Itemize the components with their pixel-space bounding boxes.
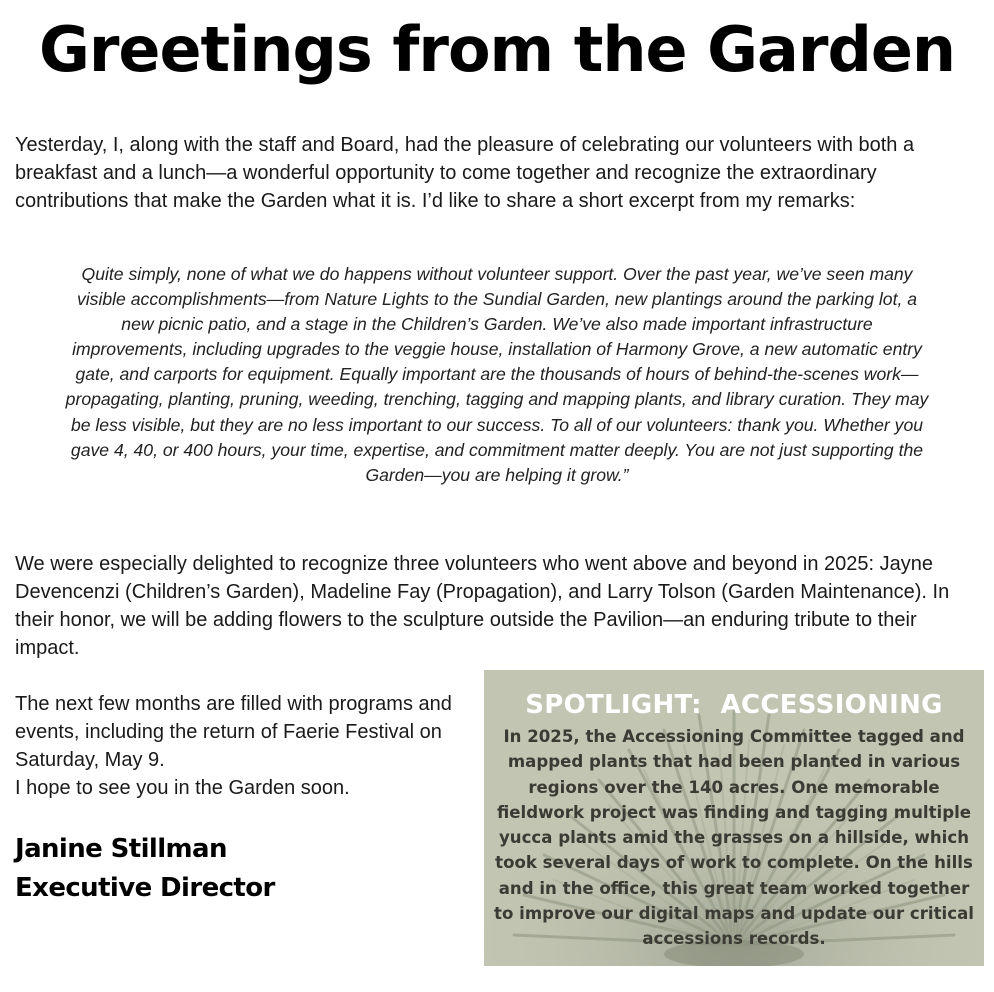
signature-block xyxy=(15,830,477,908)
intro-paragraph: Yesterday, I, along with the staff and Board, had the pleasure of celebrating our volunteers with both a breakfast and a lunch—a wonderful opportunity to come together and recognize the extraordinary contributions that make the Garden what it is. I’d like to share a short excerpt from my remarks: xyxy=(15,134,915,212)
events-text: The next few months are filled with programs and events, including the return of Faerie Festival on Saturday, May 9. xyxy=(15,693,452,771)
volunteer-recognition-paragraph: We were especially delighted to recognize three volunteers who went above and beyond in 2025: Jayne Devencenzi (Children’s Garden), Madeline Fay (Propagation), and Larry Tolson (Garden Maintenance). In their honor, we will be adding flowers to the sculpture outside the Pavilion—an enduring tribute to their impact. xyxy=(15,553,950,659)
signature-role: Executive Director xyxy=(15,873,275,903)
spotlight-box xyxy=(484,670,984,966)
spotlight-body: In 2025, the Accessioning Committee tagged and mapped plants that had been planted in various regions over the 140 acres. One memorable fieldwork project was finding and tagging multiple yucca plants amid the grasses on a hillside, which took several days of work to complete. On the hills and in the office, this great team worked together to improve our digital maps and update our critical accessions records. xyxy=(494,727,974,949)
page-title: Greetings from the Garden xyxy=(38,13,956,86)
spotlight-heading: SPOTLIGHT: ACCESSIONING xyxy=(525,690,943,720)
remarks-quote: Quite simply, none of what we do happens without volunteer support. Over the past year, we’ve seen many visible accomplishments—from Nature Lights to the Sundial Garden, new plantings around the parking lot, a new picnic patio, and a stage in the Children’s Garden. We’ve also made important infrastructure improvements, including upgrades to the veggie house, installation of Harmony Grove, a new automatic entry gate, and carports for equipment. Equally important are the thousands of hours of behind-the-scenes work—propagating, planting, pruning, weeding, trenching, tagging and mapping plants, and library curation. They may be less visible, but they are no less important to our success. To all of our volunteers: thank you. Whether you gave 4, 40, or 400 hours, your time, expertise, and commitment matter deeply. You are not just supporting the Garden—you are helping it grow.” xyxy=(65,264,929,485)
see-you-text: I hope to see you in the Garden soon. xyxy=(15,777,350,799)
closing-paragraph xyxy=(15,690,477,802)
signature-name: Janine Stillman xyxy=(15,834,227,864)
